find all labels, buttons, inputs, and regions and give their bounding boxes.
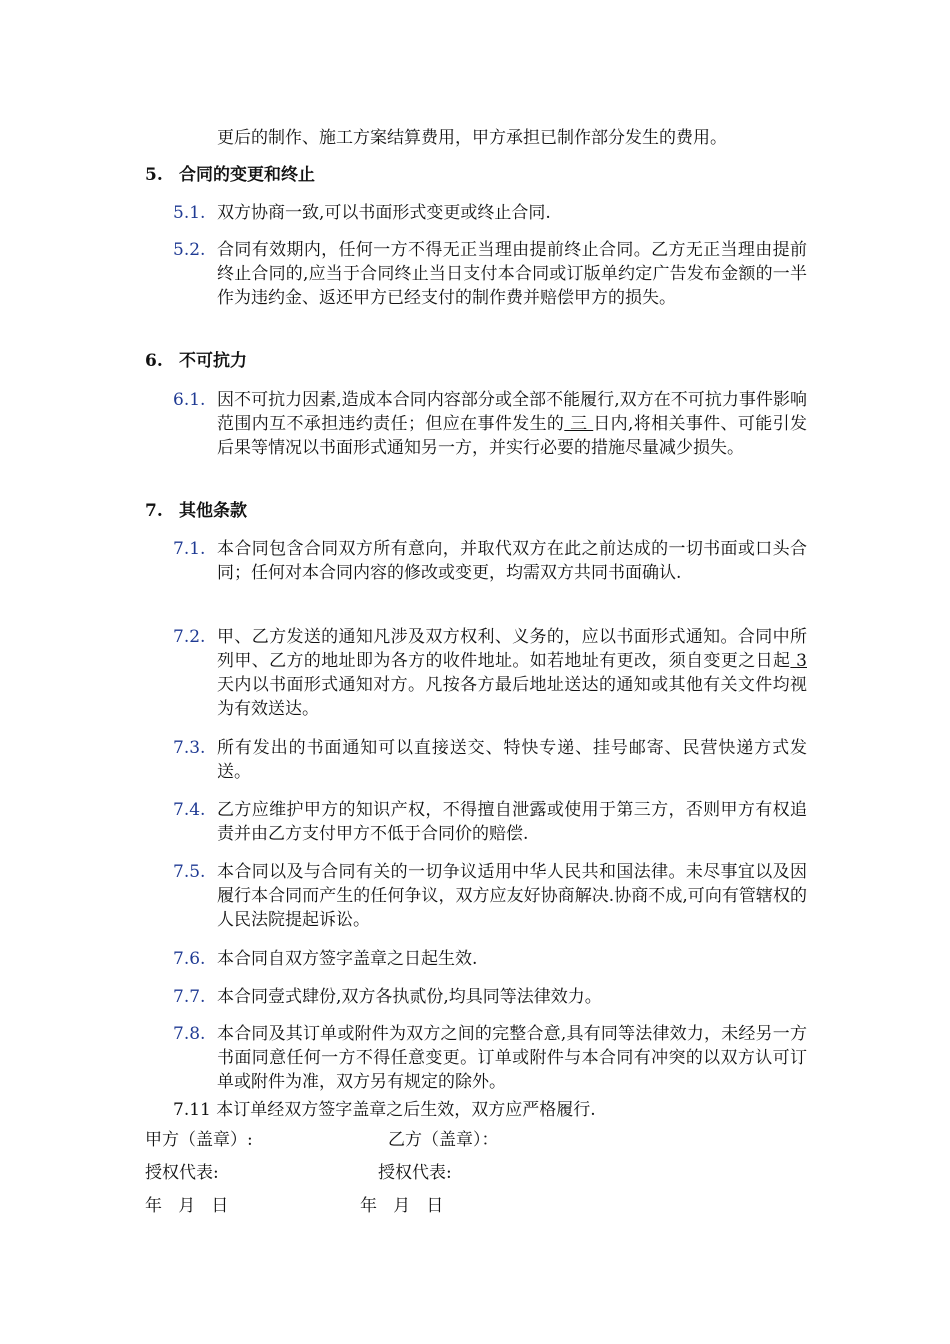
section-heading-7 xyxy=(145,499,247,523)
section-title: 其他条款 xyxy=(179,501,247,521)
clause-text: 合同有效期内，任何一方不得无正当理由提前终止合同。乙方无正当理由提前终止合同的,应当于合同终止当日支付本合同或订版单约定广告发布金额的一半作为违约金、返还甲方已经支付的制作费并赔偿甲方的损失。 xyxy=(217,240,807,308)
clause-text-part: 日内,将相关事件、可能引发后果等情况以书面形式通知另一方，并实行必要的措施尽量减少损失。 xyxy=(217,414,808,458)
clause-number: 5.2. xyxy=(173,240,206,260)
clause-number: 7.2. xyxy=(173,627,206,647)
underlined-days: 3 xyxy=(790,651,807,671)
clause-text xyxy=(217,625,807,721)
section-number: 5. xyxy=(145,165,163,185)
section-heading-6 xyxy=(145,349,247,373)
clause-number: 7.7. xyxy=(173,987,206,1007)
clause-text xyxy=(217,388,807,460)
clause-number: 5.1. xyxy=(173,203,206,223)
clause-text: 本合同包含合同双方所有意向，并取代双方在此之前达成的一切书面或口头合同；任何对本合同内容的修改或变更，均需双方共同书面确认. xyxy=(217,539,807,583)
party-b-representative-label: 授权代表: xyxy=(378,1163,452,1183)
clause-text: 所有发出的书面通知可以直接送交、特快专递、挂号邮寄、民营快递方式发送。 xyxy=(217,738,807,782)
clause-number: 7.1. xyxy=(173,539,206,559)
continuation-text: 更后的制作、施工方案结算费用，甲方承担已制作部分发生的费用。 xyxy=(217,128,727,148)
party-a-date-label: 年 月 日 xyxy=(145,1196,229,1216)
clause-text: 本合同及其订单或附件为双方之间的完整合意,具有同等法律效力，未经另一方书面同意任何一方不得任意变更。订单或附件与本合同有冲突的以双方认可订单或附件为准，双方另有规定的除外。 xyxy=(217,1024,807,1092)
section-number: 7. xyxy=(145,501,163,521)
underlined-days: 三 xyxy=(564,414,594,434)
section-title: 不可抗力 xyxy=(179,351,247,371)
clause-number: 7.3. xyxy=(173,738,206,758)
clause-text: 本合同壹式肆份,双方各执贰份,均具同等法律效力。 xyxy=(217,987,602,1007)
section-heading-5 xyxy=(145,163,315,187)
clause-text: 本合同自双方签字盖章之日起生效. xyxy=(217,949,478,969)
clause-text-part: 因不可抗力因素,造成本合同内容部分或全部不能履行,双方在不可抗力事件影响范围内互不承担违约责任；但应在事件发生的 xyxy=(217,390,807,434)
clause-text: 双方协商一致,可以书面形式变更或终止合同. xyxy=(217,203,551,223)
clause-text: 本合同以及与合同有关的一切争议适用中华人民共和国法律。未尽事宜以及因履行本合同而产生的任何争议，双方应友好协商解决.协商不成,可向有管辖权的人民法院提起诉讼。 xyxy=(217,862,807,930)
section-number: 6. xyxy=(145,351,163,371)
clause-text-part: 天内以书面形式通知对方。凡按各方最后地址送达的通知或其他有关文件均视为有效送达。 xyxy=(217,675,807,719)
party-a-representative-label: 授权代表: xyxy=(145,1163,219,1183)
party-b-seal-label: 乙方（盖章）： xyxy=(388,1130,499,1150)
clause-number: 7.6. xyxy=(173,949,206,969)
clause-number: 7.8. xyxy=(173,1024,206,1044)
clause-number: 7.5. xyxy=(173,862,206,882)
clause-text: 乙方应维护甲方的知识产权，不得擅自泄露或使用于第三方，否则甲方有权追责并由乙方支付甲方不低于合同价的赔偿. xyxy=(217,800,807,844)
clause-7-11: 7.11 本订单经双方签字盖章之后生效，双方应严格履行. xyxy=(173,1100,596,1120)
clause-text-part: 甲、乙方发送的通知凡涉及双方权利、义务的，应以书面形式通知。合同中所列甲、乙方的地址即为各方的收件地址。如若地址有更改，须自变更之日起 xyxy=(217,627,807,671)
clause-number: 7.4. xyxy=(173,800,206,820)
clause-number: 6.1. xyxy=(173,390,206,410)
section-title: 合同的变更和终止 xyxy=(179,165,315,185)
party-b-date-label: 年 月 日 xyxy=(360,1196,444,1216)
party-a-seal-label: 甲方（盖章）: xyxy=(145,1130,253,1150)
